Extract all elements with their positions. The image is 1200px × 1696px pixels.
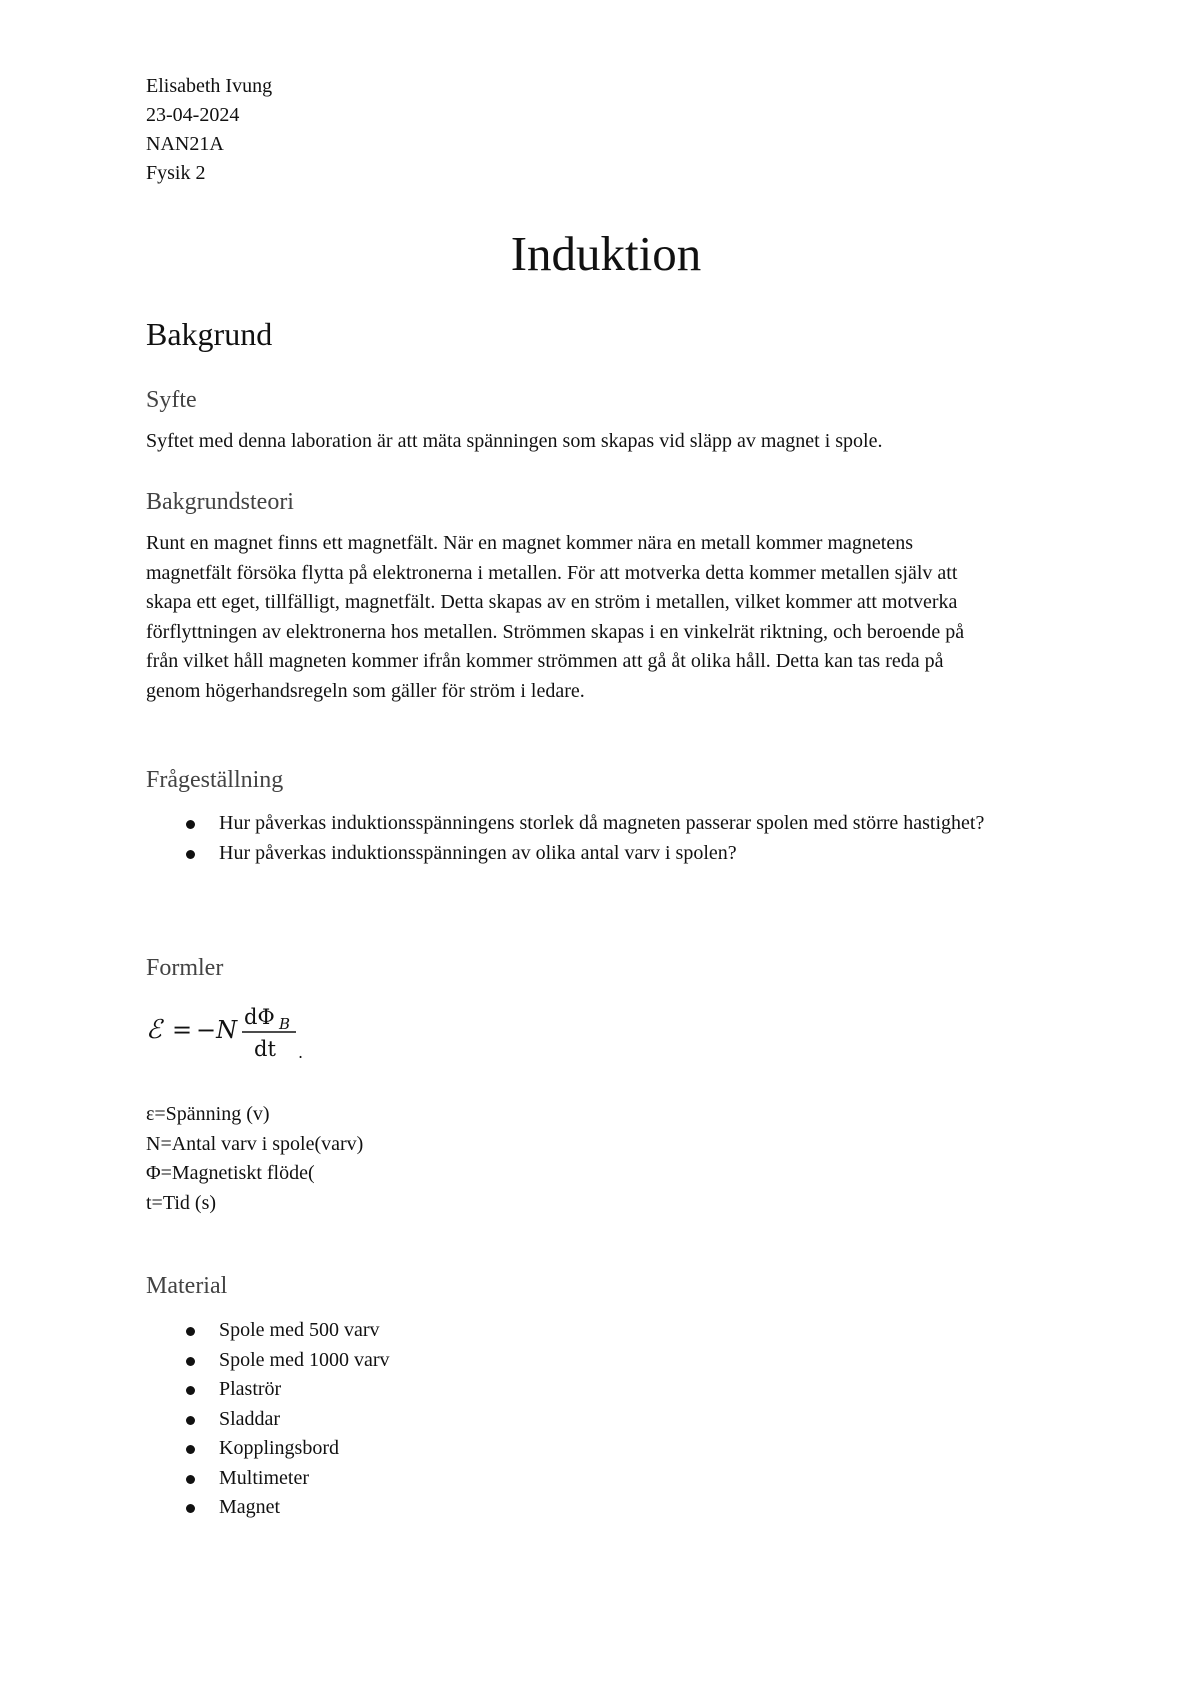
- formula-denominator: dt: [254, 1037, 276, 1061]
- list-item: [146, 1375, 1066, 1405]
- variable-definition: N=Antal varv i spole(varv): [146, 1132, 364, 1155]
- bullet-icon: [186, 820, 195, 829]
- formula-trailing-dot: .: [298, 1043, 304, 1062]
- list-item: [146, 1346, 1066, 1376]
- purpose-text: Syftet med denna laboration är att mäta spänningen som skapas vid släpp av magnet i spole.: [146, 430, 883, 452]
- list-item: [146, 1405, 1066, 1435]
- faraday-formula: [146, 1000, 346, 1070]
- formula-numerator-subscript: B: [279, 1015, 291, 1033]
- bullet-icon: [186, 1327, 195, 1336]
- bullet-icon: [186, 1386, 195, 1395]
- material-text: Magnet: [219, 1496, 281, 1518]
- questions-list: [146, 809, 1006, 868]
- theory-line: genom högerhandsregeln som gäller för ström i ledare.: [146, 679, 585, 702]
- theory-line: förflyttningen av elektronerna hos metallen. Strömmen skapas i en vinkelrät riktning, och beroende på: [146, 620, 965, 643]
- theory-line: från vilket håll magneten kommer ifrån kommer strömmen att gå åt olika håll. Detta kan tas reda på: [146, 650, 944, 672]
- bullet-icon: [186, 850, 195, 859]
- material-text: Kopplingsbord: [219, 1437, 339, 1459]
- subheading-theory: Bakgrundsteori: [146, 489, 294, 515]
- material-text: Plaströr: [219, 1378, 282, 1400]
- class-code: NAN21A: [146, 133, 224, 155]
- formula-minus-n: −N: [196, 1016, 238, 1044]
- list-item: [146, 1464, 1066, 1494]
- theory-line: magnetfält försöka flytta på elektronerna i metallen. För att motverka detta kommer metallen själv att: [146, 561, 958, 584]
- variable-definition: ε=Spänning (v): [146, 1103, 270, 1125]
- document-header: [146, 72, 1066, 188]
- document-title: Induktion: [510, 226, 702, 281]
- document-date: 23-04-2024: [146, 104, 240, 126]
- bullet-icon: [186, 1357, 195, 1366]
- theory-line: Runt en magnet finns ett magnetfält. När en magnet kommer nära en metall kommer magnetens: [146, 532, 913, 554]
- variable-definition: t=Tid (s): [146, 1191, 217, 1214]
- subheading-materials: Material: [146, 1273, 228, 1299]
- bullet-icon: [186, 1504, 195, 1513]
- bullet-icon: [186, 1445, 195, 1454]
- subheading-formulas: Formler: [146, 955, 224, 981]
- variable-definition: Φ=Magnetiskt flöde(: [146, 1162, 315, 1184]
- document-content: [146, 72, 1066, 1518]
- bullet-icon: [186, 1416, 195, 1425]
- materials-list: [146, 1316, 1066, 1523]
- formula-variables: [146, 1100, 363, 1218]
- question-text: Hur påverkas induktionsspänningen av olika antal varv i spolen?: [219, 841, 737, 864]
- formula-numerator: dΦ: [244, 1005, 275, 1029]
- list-item: [146, 839, 1006, 869]
- subheading-questions: Frågeställning: [146, 767, 284, 793]
- list-item: [146, 1434, 1066, 1464]
- course-name: Fysik 2: [146, 162, 206, 184]
- bullet-icon: [186, 1475, 195, 1484]
- subheading-purpose: Syfte: [146, 387, 197, 413]
- list-item: [146, 1493, 1066, 1523]
- material-text: Multimeter: [219, 1466, 309, 1489]
- formula-emf: ℰ: [146, 1015, 162, 1045]
- formula-equals: =: [172, 1016, 193, 1044]
- material-text: Spole med 1000 varv: [219, 1348, 390, 1371]
- material-text: Sladdar: [219, 1407, 281, 1430]
- section-heading-background: Bakgrund: [146, 316, 273, 352]
- theory-paragraph: [146, 529, 1066, 706]
- list-item: [146, 1316, 1066, 1346]
- author-name: Elisabeth Ivung: [146, 75, 273, 97]
- question-text: Hur påverkas induktionsspänningens storlek då magneten passerar spolen med större hastighet?: [219, 812, 985, 834]
- theory-line: skapa ett eget, tillfälligt, magnetfält. Detta skapas av en ström i metallen, vilket kommer att motverka: [146, 591, 958, 613]
- material-text: Spole med 500 varv: [219, 1319, 380, 1341]
- list-item: [146, 809, 1006, 839]
